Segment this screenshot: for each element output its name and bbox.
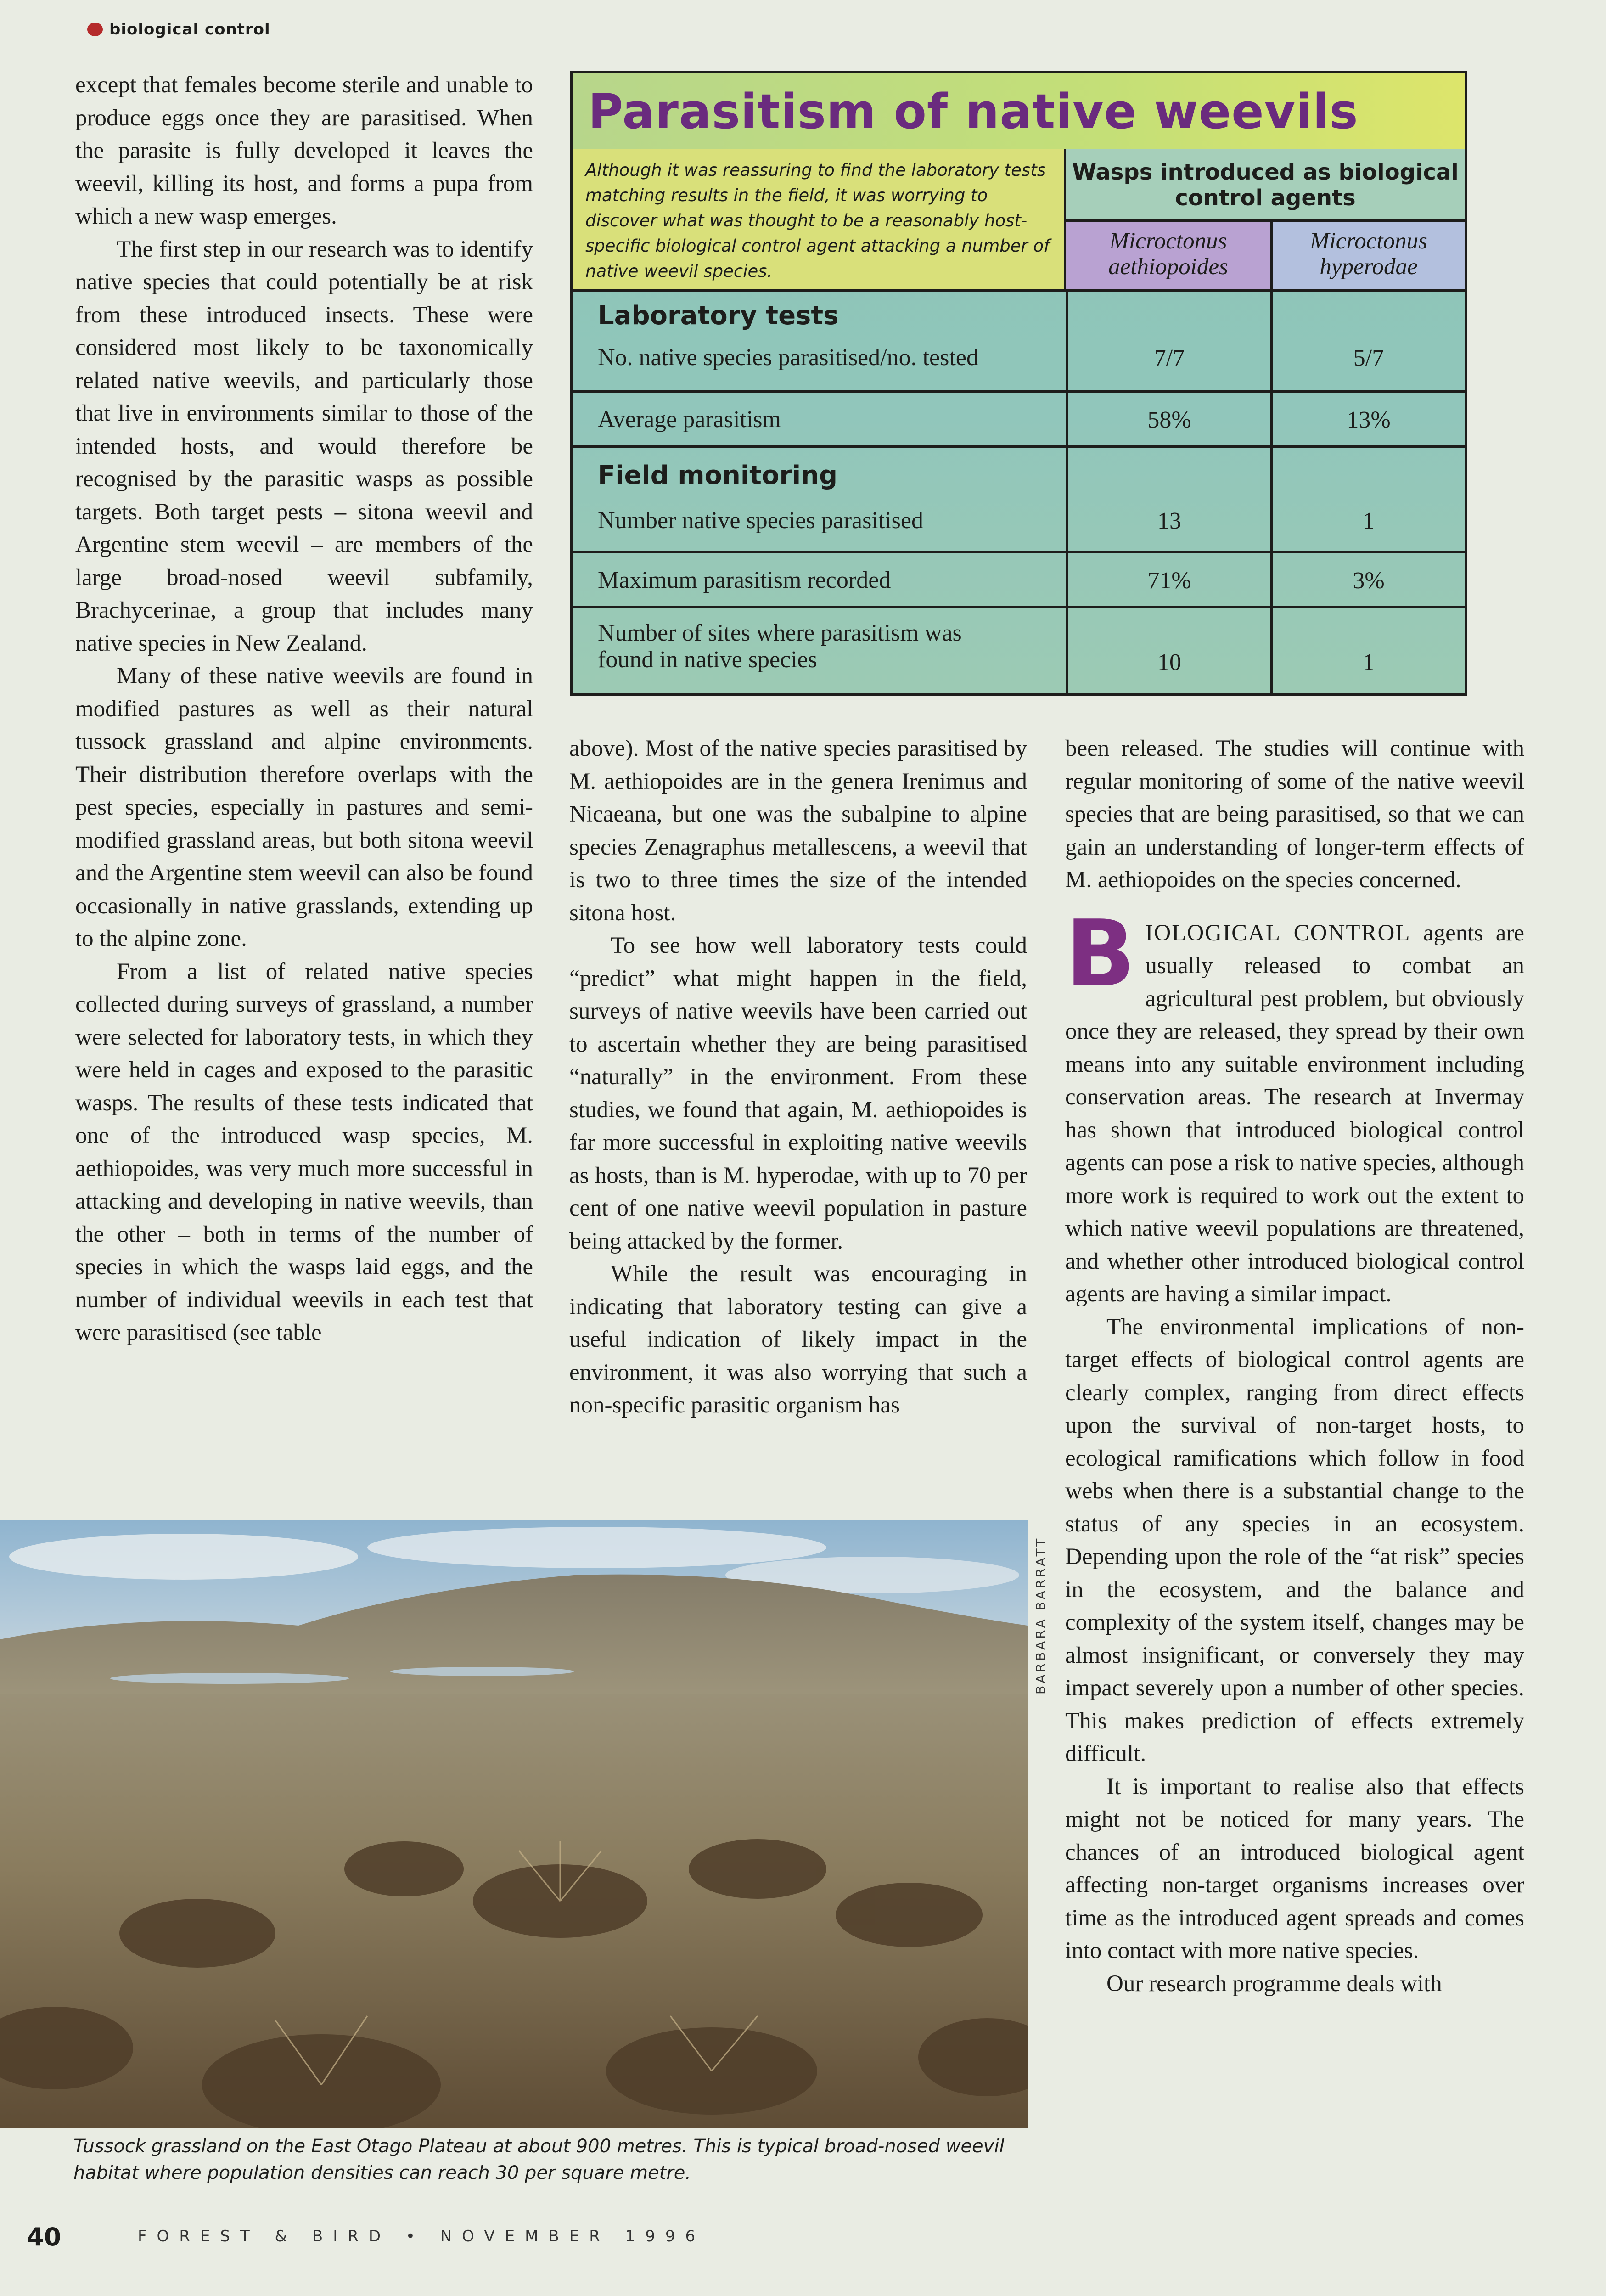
photo-credit-text: BARBARA BARRATT bbox=[1033, 1536, 1048, 1694]
paragraph: above). Most of the native species parasitised by M. aethiopoides are in the genera Irenimus and Nicaeana, but one was the subalpine to alpine species Zenagraphus metallescens, a weevil that is two to three times the size of the intended sitona host. bbox=[569, 736, 1027, 926]
drop-cap: B bbox=[1065, 900, 1135, 1007]
table-divider bbox=[1270, 292, 1273, 693]
table-divider bbox=[1066, 292, 1068, 693]
value-hyperodae: 5/7 bbox=[1353, 345, 1384, 371]
column-1 bbox=[75, 69, 533, 1350]
paragraph: While the result was encouraging in indicating that laboratory testing can give a useful indication of likely impact in the environment, it was also worrying that such a non-specific parasitic organism has bbox=[569, 1261, 1027, 1418]
value-aethiopoides: 71% bbox=[1147, 568, 1191, 594]
parasitism-table bbox=[570, 71, 1467, 696]
paragraph: It is important to realise also that effects might not be noticed for many years. The chances of an introduced biological agent affecting non-target organisms increases over time as the introduced agent spreads and comes into contact with more native species. bbox=[1065, 1773, 1524, 1964]
paragraph: To see how well laboratory tests could “predict” what might happen in the field, surveys of native weevils have been carried out to ascertain whether they are being parasitised “naturally” in the environment. From these studies, we found that again, M. aethiopoides is far more successful in exploiting native weevils as hosts, than is M. hyperodae, with up to 70 per cent of one native weevil population in pasture being attacked by the former. bbox=[569, 933, 1027, 1254]
section-label-text: biological control bbox=[109, 20, 270, 39]
column-2 bbox=[569, 732, 1027, 1422]
paragraph: The first step in our research was to identify native species that could potentially be at risk from these introduced insects. These were considered most likely to be taxonomically related native weevils, and particularly those that live in environments similar to those of the intended hosts, and would therefore be recognised by the parasitic wasps as possible targets. Both target pests – sitona weevil and Argentine stem weevil – are members of the large broad-nosed weevil subfamily, Brachycerinae, a group that includes many native species in New Zealand. bbox=[75, 236, 533, 656]
paragraph: From a list of related native species collected during surveys of grassland, a number were selected for laboratory tests, in which they were held in cages and exposed to the parasitic wasps. The results of these tests indicated that one of the introduced wasp species, M. aethiopoides, was very much more successful in attacking and developing in native weevils, than the other – both in terms of the number of species in which the wasps laid eggs, and the number of individual weevils in each test that were parasitised (see table bbox=[75, 958, 533, 1345]
photo-caption: Tussock grassland on the East Otago Plateau at about 900 metres. This is typical broad-nosed weevil habitat where population densities can reach 30 per square metre. bbox=[73, 2136, 1005, 2183]
table-intro: Although it was reassuring to find the laboratory tests matching results in the field, it was worrying to discover what was thought to be a reasonably host-specific biological control agent attacking a number of native weevil species. bbox=[573, 149, 1066, 292]
row-label: Average parasitism bbox=[598, 406, 781, 433]
lead-in: IOLOGICAL CONTROL bbox=[1145, 920, 1411, 946]
section-label bbox=[87, 20, 270, 39]
value-aethiopoides: 13 bbox=[1157, 508, 1181, 534]
photo-illustration bbox=[0, 1520, 1028, 2128]
paragraph: been released. The studies will continue with regular monitoring of some of the native weevil species that are being parasitised, so that we can gain an understanding of longer-term effects of M. aethiopoides on the species concerned. bbox=[1065, 736, 1524, 893]
row-label: No. native species parasitised/no. tested bbox=[598, 344, 978, 371]
field-monitoring-heading: Field monitoring bbox=[598, 461, 838, 490]
paragraph: Many of these native weevils are found in modified pastures as well as their natural tussock grassland and alpine environments. Their distribution therefore overlaps with the pest species, especially in pastures and semi-modified grassland areas, but both sitona weevil and the Argentine stem weevil can also be found occasionally in native grasslands, extending up to the alpine zone. bbox=[75, 663, 533, 951]
value-hyperodae: 1 bbox=[1363, 508, 1375, 534]
tussock-grassland-photo bbox=[0, 1520, 1028, 2128]
table-row bbox=[573, 448, 1465, 553]
paragraph-text: agents are usually released to combat an agricultural pest problem, but obviously once they are released, they spread by their own means into any suitable environment including conservation areas. The research at Invermay has shown that introduced biological control agents can pose a risk to native species, although more work is required to work out the extent to which native weevil populations are threatened, and whether other introduced biological control agents are having a similar impact. bbox=[1065, 920, 1524, 1307]
species-header-hyperodae: Microctonus hyperodae bbox=[1273, 222, 1465, 292]
table-title-bar bbox=[573, 73, 1465, 152]
value-hyperodae: 13% bbox=[1347, 407, 1391, 433]
paragraph: The environmental implications of non-target effects of biological control agents are clearly complex, ranging from direct effects upon the survival of non-target hosts, to ecological ramifications which follow in food webs when there is a substantial change to the status of any species in an ecosystem. Depending upon the role of the “at risk” species in the ecosystem, and the balance and complexity of the system itself, changes may be almost insignificant, or conversely they may impact severely upon a number of other species. This makes prediction of effects extremely difficult. bbox=[1065, 1314, 1524, 1767]
bullet-icon bbox=[87, 23, 103, 36]
row-label: Maximum parasitism recorded bbox=[598, 567, 891, 593]
lab-tests-heading: Laboratory tests bbox=[598, 301, 839, 331]
row-label: Number native species parasitised bbox=[598, 507, 923, 534]
paragraph: except that females become sterile and unable to produce eggs once they are parasitised. When the parasite is fully developed it leaves the weevil, killing its host, and forms a pupa from which a new wasp emerges. bbox=[75, 72, 533, 229]
table-row bbox=[573, 393, 1465, 448]
paragraph: Our research programme deals with bbox=[1106, 1970, 1442, 1997]
column-3 bbox=[1065, 732, 1524, 2000]
value-aethiopoides: 58% bbox=[1147, 407, 1191, 433]
value-hyperodae: 3% bbox=[1353, 568, 1385, 594]
species-header-aethiopoides: Microctonus aethiopoides bbox=[1066, 222, 1273, 292]
table-row bbox=[573, 292, 1465, 393]
table-title: Parasitism of native weevils bbox=[588, 84, 1359, 140]
page-number: 40 bbox=[27, 2223, 62, 2251]
table-row bbox=[573, 553, 1465, 608]
photo-credit bbox=[1028, 1511, 1056, 1704]
page-footer: FOREST & BIRD • NOVEMBER 1996 bbox=[138, 2227, 706, 2245]
value-hyperodae: 1 bbox=[1363, 649, 1375, 675]
wasp-header: Wasps introduced as biological control agents bbox=[1066, 149, 1465, 222]
value-aethiopoides: 10 bbox=[1157, 649, 1181, 675]
row-label: Number of sites where parasitism was found in native species bbox=[598, 620, 962, 673]
table-row bbox=[573, 608, 1465, 693]
value-aethiopoides: 7/7 bbox=[1154, 345, 1185, 371]
paragraph-dropcap bbox=[1065, 900, 1524, 1311]
